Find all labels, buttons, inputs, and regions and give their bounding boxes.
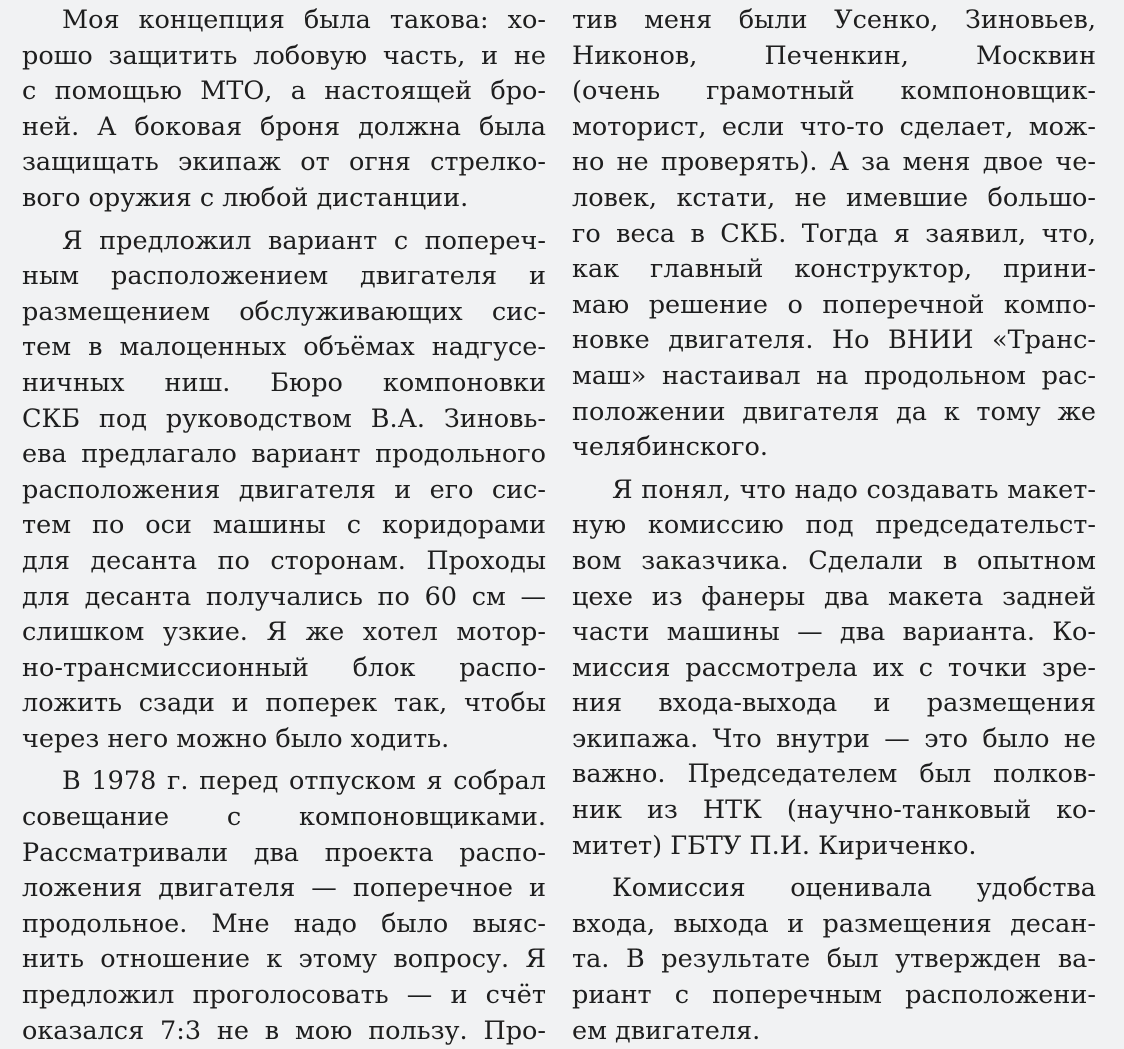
text-line: слишком узкие. Я же хотел мотор- — [22, 617, 546, 648]
text-line: челябинского. — [572, 432, 768, 463]
text-line: Я предложил вариант с попереч- — [62, 225, 546, 256]
text-line: положении двигателя да к тому же — [572, 396, 1096, 427]
paragraph — [22, 3, 546, 217]
text-line: размещением обслуживающих сис- — [22, 296, 546, 327]
text-line: тив меня были Усенко, Зиновьев, — [572, 5, 1096, 35]
text-line: ник из НТК (научно-танковый ко- — [572, 795, 1096, 826]
text-line: вом заказчика. Сделали в опытном — [572, 545, 1096, 576]
paragraph — [22, 224, 546, 758]
text-line: та. В результате был утвержден ва- — [572, 944, 1096, 975]
text-line: риант с поперечным расположени- — [572, 980, 1096, 1011]
text-line: миссия рассмотрела их с точки зре- — [572, 652, 1096, 683]
text-line: (очень грамотный компоновщик- — [572, 76, 1096, 107]
text-line: Я понял, что надо создавать макет- — [612, 474, 1096, 505]
text-line: ем двигателя. — [572, 1015, 761, 1046]
text-line: ловек, кстати, не имевшие большо- — [572, 182, 1096, 213]
text-line: для десанта по сторонам. Проходы — [22, 545, 546, 576]
text-line: защищать экипаж от огня стрелко- — [22, 147, 546, 178]
text-line: расположения двигателя и его сис- — [22, 474, 546, 505]
text-line: ничных ниш. Бюро компоновки — [22, 367, 546, 398]
text-line: тем в малоценных объёмах надгусе- — [22, 332, 546, 363]
text-line: продольное. Мне надо было выяс- — [22, 908, 546, 939]
text-line: новке двигателя. Но ВНИИ «Транс- — [572, 325, 1096, 356]
paragraph — [572, 473, 1096, 865]
text-line: цехе из фанеры два макета задней — [572, 581, 1096, 612]
text-line: ложения двигателя — поперечное и — [22, 873, 546, 904]
text-line: как главный конструктор, прини- — [572, 254, 1096, 285]
text-line: маш» настаивал на продольном рас- — [572, 360, 1096, 391]
text-line: Комиссия оценивала удобства — [612, 873, 1096, 904]
text-line: ложить сзади и поперек так, чтобы — [22, 688, 546, 719]
text-line: но-трансмиссионный блок распо- — [22, 652, 546, 683]
text-line: вого оружия с любой дистанции. — [22, 182, 469, 213]
text-line: части машины — два варианта. Ко- — [572, 617, 1096, 648]
text-line: оказался 7:3 не в мою пользу. Про- — [22, 1015, 546, 1046]
text-column-right — [572, 3, 1096, 1049]
text-line: ева предлагало вариант продольного — [22, 439, 546, 470]
text-line: Моя концепция была такова: хо- — [62, 5, 546, 35]
text-line: Рассматривали два проекта распо- — [22, 837, 546, 868]
text-line: с помощью МТО, а настоящей бро- — [22, 76, 546, 107]
text-line: входа, выхода и размещения десан- — [572, 908, 1096, 939]
text-line: через него можно было ходить. — [22, 723, 450, 754]
text-line: СКБ под руководством В.А. Зиновь- — [22, 403, 546, 434]
text-line: моторист, если что-то сделает, мож- — [572, 111, 1096, 142]
text-line: нить отношение к этому вопросу. Я — [22, 944, 546, 975]
text-line: важно. Председателем был полков- — [572, 759, 1096, 790]
text-line: но не проверять). А за меня двое че- — [572, 147, 1096, 178]
text-line: Никонов, Печенкин, Москвин — [572, 40, 1096, 71]
text-line: маю решение о поперечной компо- — [572, 289, 1096, 320]
text-line: ней. А боковая броня должна была — [22, 111, 546, 142]
paragraph — [22, 764, 546, 1049]
text-line: ным расположением двигателя и — [22, 261, 546, 292]
text-line: го веса в СКБ. Тогда я заявил, что, — [572, 218, 1096, 249]
paragraph — [572, 3, 1096, 466]
text-column-left — [22, 3, 546, 1049]
text-line: совещание с компоновщиками. — [22, 802, 546, 833]
text-line: для десанта получались по 60 см — — [22, 581, 546, 612]
text-line: ную комиссию под председательст- — [572, 510, 1096, 541]
text-line: В 1978 г. перед отпуском я собрал — [62, 766, 546, 797]
text-line: экипажа. Что внутри — это было не — [572, 723, 1096, 754]
text-line: тем по оси машины с коридорами — [22, 510, 546, 541]
text-line: митет) ГБТУ П.И. Кириченко. — [572, 830, 977, 861]
paragraph — [572, 871, 1096, 1049]
text-line: ния входа-выхода и размещения — [572, 688, 1096, 719]
text-line: рошо защитить лобовую часть, и не — [22, 40, 546, 71]
text-line: предложил проголосовать — и счёт — [22, 980, 546, 1011]
